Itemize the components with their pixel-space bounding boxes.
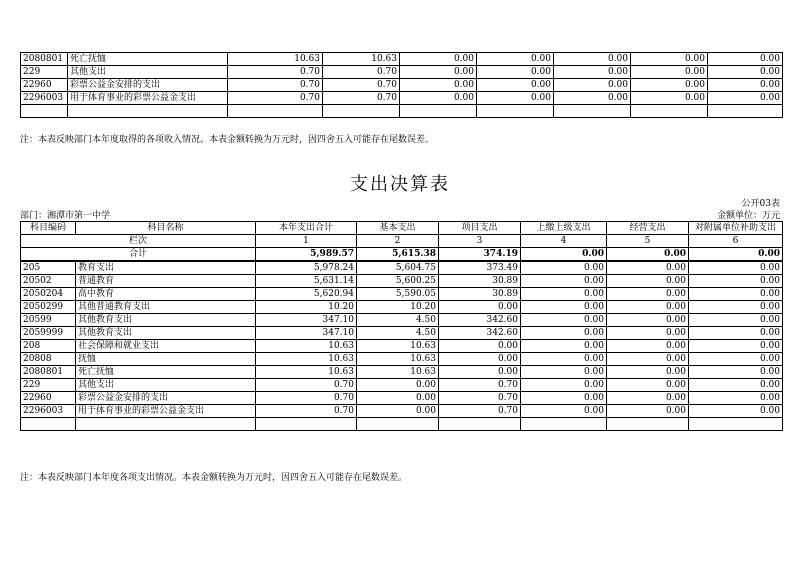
amount-cell: 0.00 (689, 340, 783, 353)
table-row (21, 353, 783, 366)
amount-cell: 5,631.14 (256, 275, 357, 288)
subject-code: 2050299 (21, 301, 76, 314)
amount-cell: 0.00 (689, 327, 783, 340)
expenditure-table-body (21, 261, 783, 431)
amount-cell: 0.00 (477, 79, 554, 92)
amount-cell: 0.70 (323, 79, 400, 92)
amount-cell: 0.00 (357, 392, 439, 405)
table-row (21, 79, 783, 92)
empty-cell (400, 105, 477, 118)
amount-cell: 0.00 (631, 53, 708, 66)
subject-code: 229 (21, 66, 68, 79)
header-total: 本年支出合计 (256, 222, 357, 235)
amount-cell: 0.00 (607, 366, 689, 379)
column-number: 2 (357, 235, 439, 248)
column-number: 1 (256, 235, 357, 248)
column-number: 6 (689, 235, 783, 248)
amount-cell: 0.00 (554, 79, 631, 92)
total-label: 合计 (21, 248, 256, 262)
amount-cell: 0.00 (521, 288, 607, 301)
amount-cell: 0.00 (357, 405, 439, 418)
amount-cell: 5,604.75 (357, 261, 439, 275)
amount-cell: 0.00 (439, 301, 521, 314)
amount-cell: 0.70 (323, 66, 400, 79)
amount-cell: 0.00 (689, 314, 783, 327)
amount-cell: 0.00 (689, 275, 783, 288)
subject-name: 其他普通教育支出 (76, 301, 256, 314)
subject-name: 高中教育 (76, 288, 256, 301)
table-row (21, 288, 783, 301)
amount-cell: 0.00 (631, 66, 708, 79)
subject-name: 其他教育支出 (76, 314, 256, 327)
subject-code: 20808 (21, 353, 76, 366)
amount-cell: 10.63 (256, 340, 357, 353)
form-number: 公开03表 (741, 199, 780, 209)
amount-cell: 0.00 (554, 66, 631, 79)
amount-cell: 0.70 (228, 92, 323, 105)
header-remit: 上缴上级支出 (521, 222, 607, 235)
amount-cell: 5,600.25 (357, 275, 439, 288)
total-value: 5,615.38 (357, 248, 439, 262)
subject-name: 社会保障和就业支出 (76, 340, 256, 353)
amount-cell: 0.00 (607, 327, 689, 340)
amount-cell: 0.00 (607, 340, 689, 353)
amount-cell: 30.89 (439, 288, 521, 301)
expenditure-table (20, 221, 783, 431)
amount-cell: 0.00 (631, 79, 708, 92)
subject-code: 20599 (21, 314, 76, 327)
amount-cell: 342.60 (439, 327, 521, 340)
table-row (21, 392, 783, 405)
total-value: 0.00 (689, 248, 783, 262)
income-table-continuation (20, 52, 783, 118)
subject-name: 用于体育事业的彩票公益金支出 (68, 92, 228, 105)
table-row (21, 66, 783, 79)
subject-name: 死亡抚恤 (68, 53, 228, 66)
amount-cell: 0.00 (554, 53, 631, 66)
empty-cell (228, 105, 323, 118)
column-number: 3 (439, 235, 521, 248)
amount-cell: 0.00 (689, 353, 783, 366)
amount-cell: 0.00 (607, 392, 689, 405)
empty-cell (21, 418, 76, 431)
header-row (21, 222, 783, 235)
table-row (21, 405, 783, 418)
header-name: 科目名称 (76, 222, 256, 235)
empty-cell (554, 105, 631, 118)
subject-name: 其他支出 (68, 66, 228, 79)
subject-name: 死亡抚恤 (76, 366, 256, 379)
income-table-note: 注：本表反映部门本年度取得的各项收入情况。本表金额转换为万元时，因四舍五入可能存在尾数误差。 (20, 135, 435, 145)
subject-code: 2050204 (21, 288, 76, 301)
empty-cell (68, 105, 228, 118)
amount-cell: 0.70 (439, 405, 521, 418)
table-row (21, 327, 783, 340)
empty-cell (521, 418, 607, 431)
subject-name: 彩票公益金安排的支出 (76, 392, 256, 405)
empty-cell (708, 105, 783, 118)
amount-cell: 5,590.05 (357, 288, 439, 301)
amount-cell: 0.00 (521, 261, 607, 275)
income-table-body (21, 53, 783, 118)
amount-cell: 0.00 (607, 353, 689, 366)
subject-code: 2296003 (21, 405, 76, 418)
amount-cell: 10.63 (323, 53, 400, 66)
header-code: 科目编码 (21, 222, 76, 235)
amount-cell: 0.70 (256, 379, 357, 392)
blank-row (21, 105, 783, 118)
amount-cell: 0.00 (554, 92, 631, 105)
subject-code: 20502 (21, 275, 76, 288)
amount-cell: 0.00 (477, 92, 554, 105)
header-subsidy: 对附属单位补助支出 (689, 222, 783, 235)
amount-cell: 5,978.24 (256, 261, 357, 275)
amount-cell: 0.70 (256, 392, 357, 405)
department-label: 部门：湘潭市第一中学 (20, 211, 111, 221)
empty-cell (256, 418, 357, 431)
subject-name: 教育支出 (76, 261, 256, 275)
subject-name: 抚恤 (76, 353, 256, 366)
amount-cell: 0.00 (607, 275, 689, 288)
table-row (21, 340, 783, 353)
table-row (21, 92, 783, 105)
expenditure-table-note: 注：本表反映部门本年度各项支出情况。本表金额转换为万元时，因四舍五入可能存在尾数误差。 (20, 473, 408, 483)
amount-cell: 0.00 (607, 405, 689, 418)
subject-name: 彩票公益金安排的支出 (68, 79, 228, 92)
total-value: 0.00 (607, 248, 689, 262)
subject-code: 208 (21, 340, 76, 353)
amount-cell: 0.00 (400, 79, 477, 92)
total-value: 374.19 (439, 248, 521, 262)
amount-cell: 0.00 (689, 261, 783, 275)
column-number: 5 (607, 235, 689, 248)
subject-name: 用于体育事业的彩票公益金支出 (76, 405, 256, 418)
empty-cell (357, 418, 439, 431)
amount-cell: 10.20 (357, 301, 439, 314)
amount-cell: 30.89 (439, 275, 521, 288)
amount-cell: 0.00 (521, 353, 607, 366)
amount-cell: 10.63 (228, 53, 323, 66)
table-row (21, 275, 783, 288)
subject-code: 229 (21, 379, 76, 392)
amount-cell: 10.63 (357, 366, 439, 379)
subject-name: 其他教育支出 (76, 327, 256, 340)
empty-cell (21, 105, 68, 118)
amount-cell: 0.00 (607, 301, 689, 314)
amount-cell: 0.00 (689, 366, 783, 379)
column-number-row (21, 235, 783, 248)
empty-cell (76, 418, 256, 431)
amount-cell: 0.00 (607, 379, 689, 392)
amount-cell: 0.00 (631, 92, 708, 105)
empty-cell (323, 105, 400, 118)
amount-cell: 0.00 (400, 92, 477, 105)
amount-cell: 0.00 (439, 340, 521, 353)
amount-cell: 0.00 (607, 261, 689, 275)
empty-cell (631, 105, 708, 118)
amount-cell: 0.70 (256, 405, 357, 418)
subject-code: 2296003 (21, 92, 68, 105)
amount-cell: 0.00 (708, 92, 783, 105)
amount-cell: 10.20 (256, 301, 357, 314)
amount-cell: 0.00 (477, 66, 554, 79)
total-value: 0.00 (521, 248, 607, 262)
table-row (21, 261, 783, 275)
amount-cell: 0.00 (689, 379, 783, 392)
amount-cell: 0.70 (228, 66, 323, 79)
page-title: 支出决算表 (350, 174, 450, 195)
subject-code: 22960 (21, 79, 68, 92)
amount-cell: 0.00 (521, 379, 607, 392)
table-row (21, 314, 783, 327)
amount-cell: 0.70 (439, 392, 521, 405)
amount-cell: 0.00 (521, 392, 607, 405)
unit-label: 金额单位：万元 (716, 211, 780, 221)
subject-code: 22960 (21, 392, 76, 405)
amount-cell: 0.00 (708, 66, 783, 79)
header-operating: 经营支出 (607, 222, 689, 235)
amount-cell: 10.63 (256, 353, 357, 366)
subject-code: 2080801 (21, 53, 68, 66)
amount-cell: 0.70 (228, 79, 323, 92)
empty-cell (689, 418, 783, 431)
amount-cell: 0.00 (439, 366, 521, 379)
amount-cell: 0.00 (708, 79, 783, 92)
table-row (21, 366, 783, 379)
amount-cell: 373.49 (439, 261, 521, 275)
amount-cell: 0.00 (521, 301, 607, 314)
amount-cell: 0.00 (521, 327, 607, 340)
amount-cell: 0.00 (439, 353, 521, 366)
amount-cell: 0.00 (357, 379, 439, 392)
amount-cell: 0.00 (607, 314, 689, 327)
amount-cell: 0.00 (689, 392, 783, 405)
column-number: 4 (521, 235, 607, 248)
subject-name: 普通教育 (76, 275, 256, 288)
amount-cell: 0.70 (323, 92, 400, 105)
amount-cell: 0.00 (521, 366, 607, 379)
amount-cell: 0.70 (439, 379, 521, 392)
amount-cell: 0.00 (521, 405, 607, 418)
amount-cell: 0.00 (689, 301, 783, 314)
subject-code: 205 (21, 261, 76, 275)
amount-cell: 0.00 (521, 340, 607, 353)
total-row (21, 248, 783, 262)
table-row (21, 53, 783, 66)
header-project: 项目支出 (439, 222, 521, 235)
table-row (21, 301, 783, 314)
amount-cell: 347.10 (256, 327, 357, 340)
amount-cell: 0.00 (607, 288, 689, 301)
amount-cell: 0.00 (400, 66, 477, 79)
amount-cell: 0.00 (521, 275, 607, 288)
amount-cell: 4.50 (357, 314, 439, 327)
subject-name: 其他支出 (76, 379, 256, 392)
table-row (21, 379, 783, 392)
amount-cell: 10.63 (357, 340, 439, 353)
blank-row (21, 418, 783, 431)
amount-cell: 0.00 (521, 314, 607, 327)
amount-cell: 0.00 (708, 53, 783, 66)
empty-cell (439, 418, 521, 431)
subject-code: 2059999 (21, 327, 76, 340)
amount-cell: 4.50 (357, 327, 439, 340)
amount-cell: 0.00 (689, 405, 783, 418)
column-number-label: 栏次 (21, 235, 256, 248)
empty-cell (477, 105, 554, 118)
header-basic: 基本支出 (357, 222, 439, 235)
amount-cell: 0.00 (400, 53, 477, 66)
amount-cell: 10.63 (256, 366, 357, 379)
subject-code: 2080801 (21, 366, 76, 379)
amount-cell: 347.10 (256, 314, 357, 327)
amount-cell: 0.00 (477, 53, 554, 66)
amount-cell: 10.63 (357, 353, 439, 366)
amount-cell: 342.60 (439, 314, 521, 327)
total-value: 5,989.57 (256, 248, 357, 262)
amount-cell: 5,620.94 (256, 288, 357, 301)
amount-cell: 0.00 (689, 288, 783, 301)
empty-cell (607, 418, 689, 431)
